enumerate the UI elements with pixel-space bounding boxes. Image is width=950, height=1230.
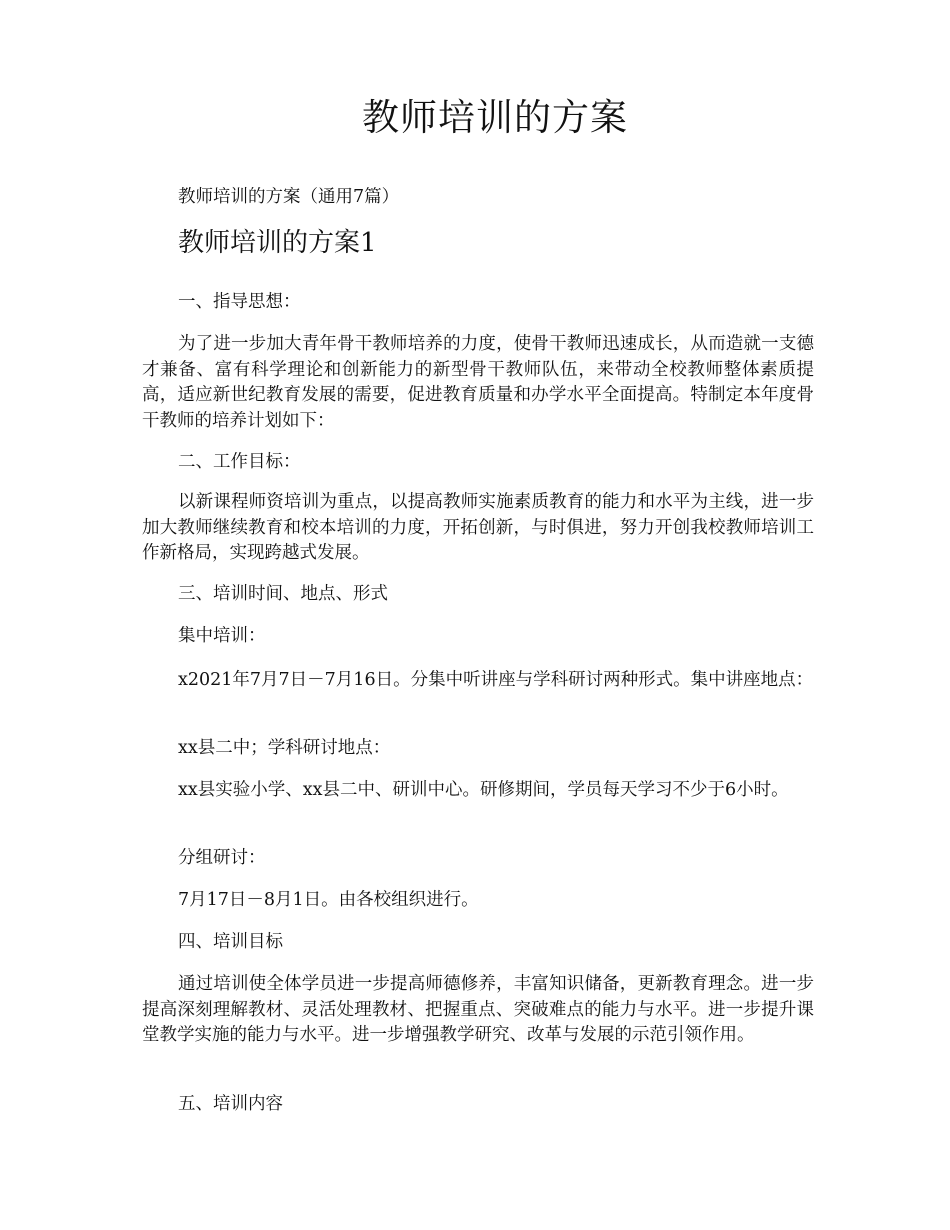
paragraph-guiding-heading: 一、指导思想： — [178, 292, 301, 312]
section-heading: 教师培训的方案1 — [178, 228, 377, 258]
paragraph-target-heading: 四、培训目标 — [178, 932, 283, 952]
paragraph-centralized-label: 集中培训： — [178, 626, 266, 646]
paragraph-group-dates: 7月17日－8月1日。由各校组织进行。 — [178, 890, 479, 910]
paragraph-target-body: 通过培训使全体学员进一步提高师德修养，丰富知识储备，更新教育理念。进一步提高深刻理解教材、灵活处理教材、把握重点、突破难点的能力与水平。进一步提升课堂教学实施的能力与水平。进一步增强教学研究、改革与发展的示范引领作用。 — [142, 974, 814, 1045]
paragraph-goal-heading: 二、工作目标： — [178, 452, 301, 472]
paragraph-group-label: 分组研讨： — [178, 848, 266, 868]
document-subtitle: 教师培训的方案（通用7篇） — [178, 187, 400, 207]
paragraph-lecture-location: xx县二中；学科研讨地点： — [178, 738, 391, 758]
paragraph-centralized-dates: x2021年7月7日－7月16日。分集中听讲座与学科研讨两种形式。集中讲座地点： — [178, 670, 814, 690]
paragraph-guiding-body: 为了进一步加大青年骨干教师培养的力度，使骨干教师迅速成长，从而造就一支德才兼备、富有科学理论和创新能力的新型骨干教师队伍，来带动全校教师整体素质提高，适应新世纪教育发展的需要，促进教育质量和办学水平全面提高。特制定本年度骨干教师的培养计划如下： — [142, 334, 814, 431]
paragraph-content-heading: 五、培训内容 — [178, 1094, 283, 1114]
document-title: 教师培训的方案 — [362, 96, 628, 139]
paragraph-time-heading: 三、培训时间、地点、形式 — [178, 584, 388, 604]
paragraph-seminar-location: xx县实验小学、xx县二中、研训中心。研修期间，学员每天学习不少于6小时。 — [178, 780, 789, 800]
paragraph-goal-body: 以新课程师资培训为重点，以提高教师实施素质教育的能力和水平为主线，进一步加大教师继续教育和校本培训的力度，开拓创新，与时俱进，努力开创我校教师培训工作新格局，实现跨越式发展。 — [142, 492, 814, 563]
